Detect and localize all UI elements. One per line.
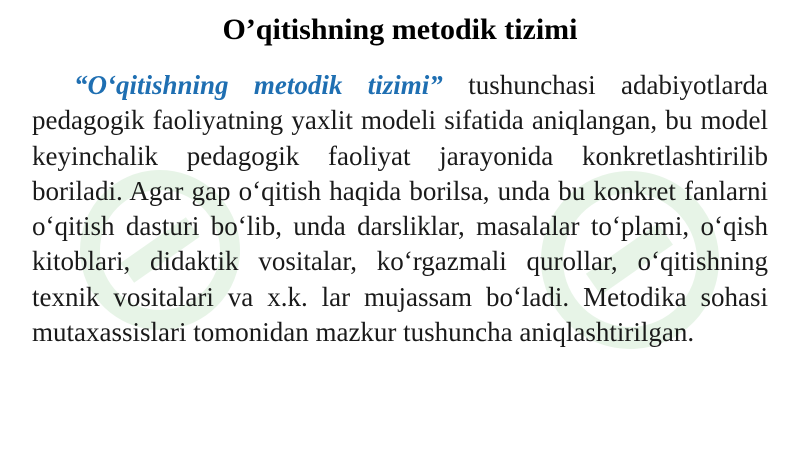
- highlighted-term: “O‘qitishning metodik tizimi”: [74, 70, 443, 100]
- paragraph-text: tushunchasi adabiyotlarda pedagogik faoliyatning yaxlit modeli sifatida aniqlangan, bu model keyinchalik pedagogik faoliyat jarayonida konkretlashtirilib boriladi. Agar gap o‘qitish haqida borilsa, unda bu konkret fanlarni o‘qitish dasturi bo‘lib, unda darsliklar, masalalar to‘plami, o‘qish kitoblari, didaktik vositalar, ko‘rgazmali qurollar, o‘qitishning texnik vositalari va x.k. lar mujassam bo‘ladi. Metodika sohasi mutaxassislari tomonidan mazkur tushuncha aniqlashtirilgan.: [32, 70, 768, 348]
- slide-title: O’qitishning metodik tizimi: [222, 13, 578, 46]
- body-paragraph: [32, 68, 768, 350]
